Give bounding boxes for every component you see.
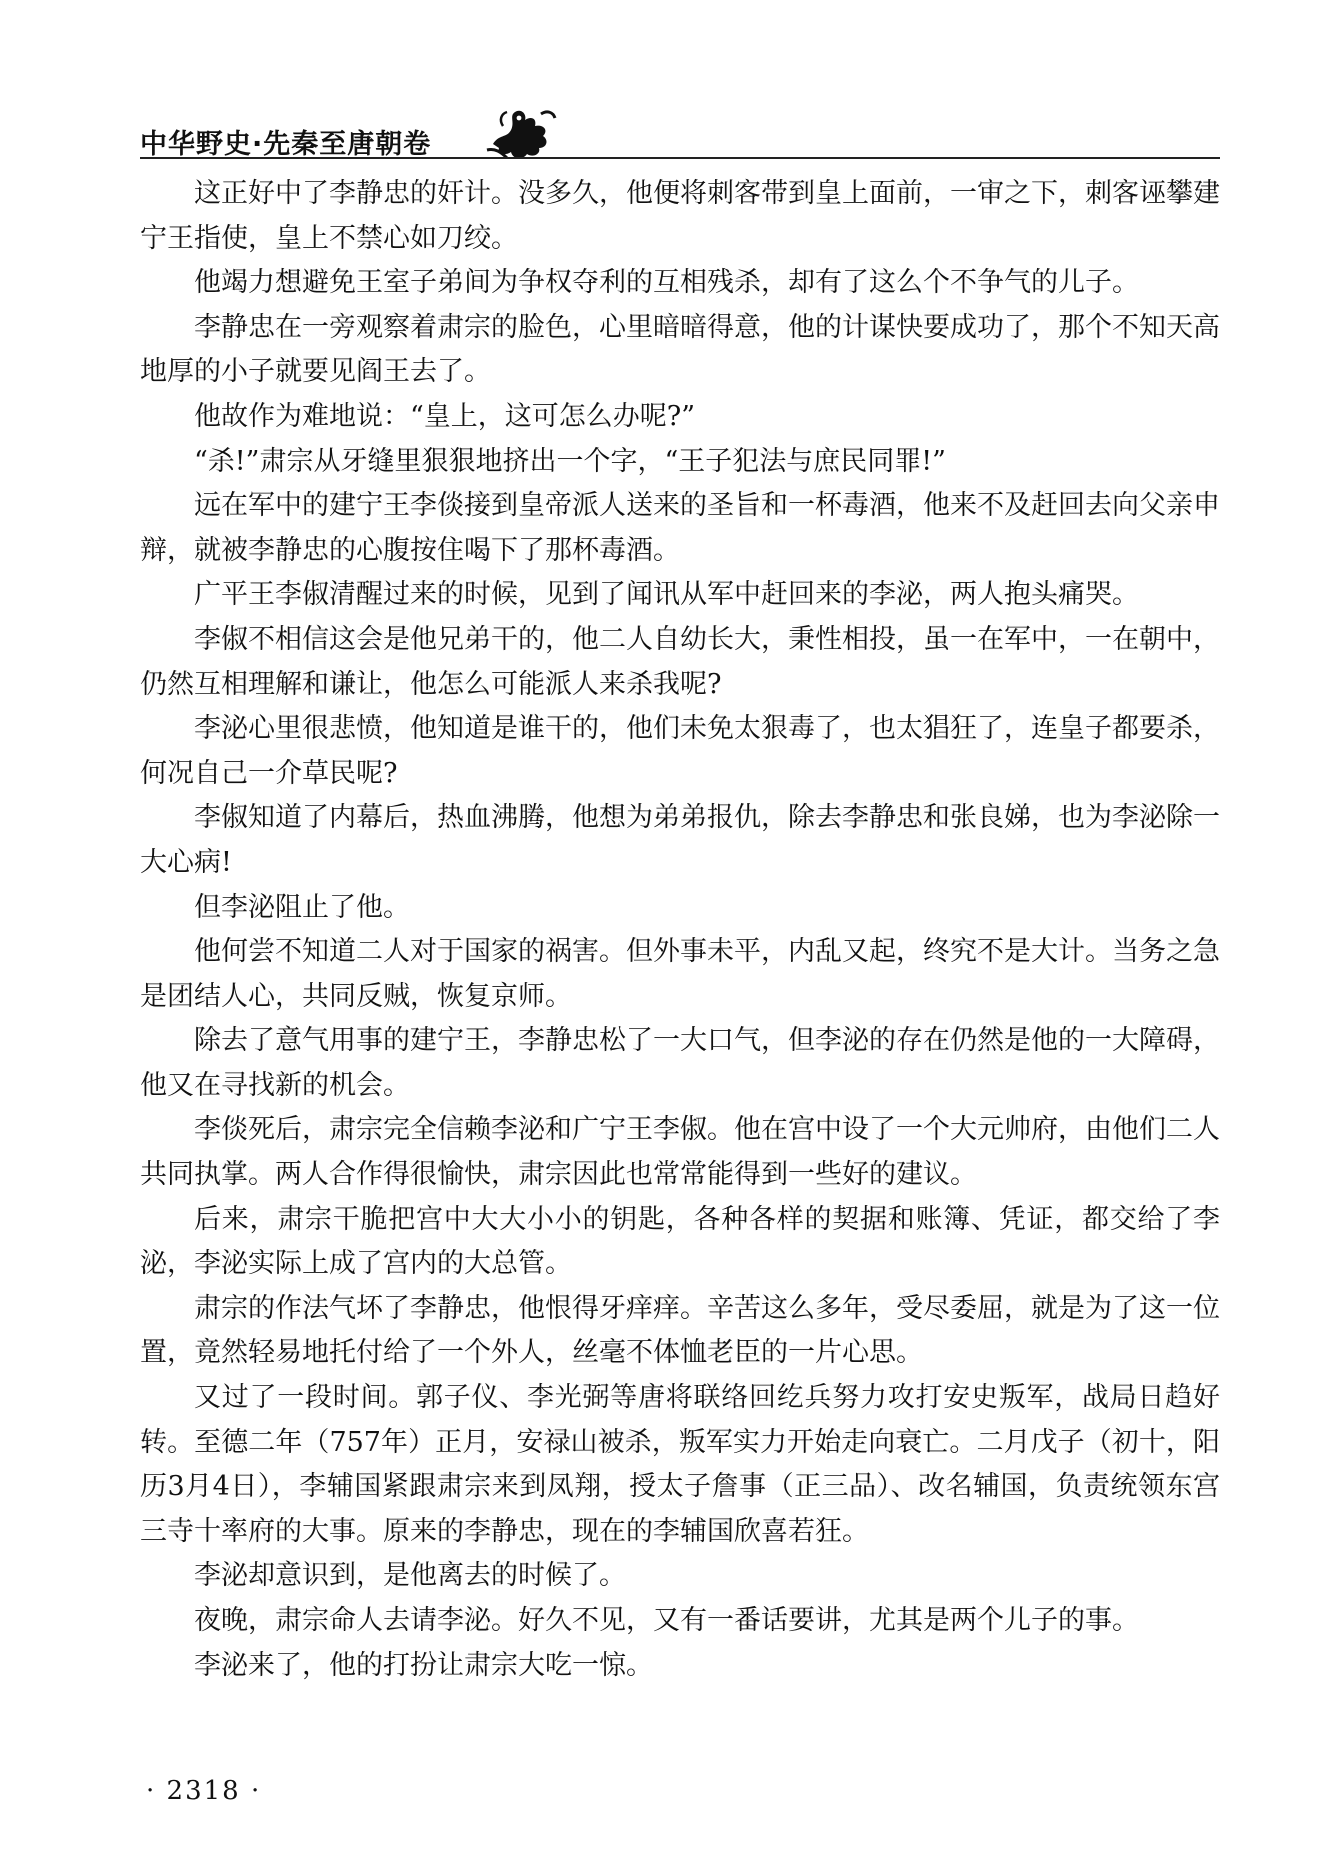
- paragraph: 夜晚，肃宗命人去请李泌。好久不见，又有一番话要讲，尤其是两个儿子的事。: [194, 1605, 1139, 1636]
- paragraph: 他何尝不知道二人对于国家的祸害。但外事未平，内乱又起，终究不是大计。当务之急是团结人心，共同反贼，恢复京师。: [140, 936, 1220, 1012]
- paragraph: 但李泌阻止了他。: [194, 891, 410, 923]
- paragraph: 除去了意气用事的建宁王，李静忠松了一大口气，但李泌的存在仍然是他的一大障碍，他又在寻找新的机会。: [140, 1025, 1220, 1101]
- page-number: · 2318 ·: [146, 1776, 262, 1806]
- paragraph: 他故作为难地说：“皇上，这可怎么办呢?”: [194, 400, 696, 432]
- paragraph: 李俶知道了内幕后，热血沸腾，他想为弟弟报仇，除去李静忠和张良娣，也为李泌除一大心病!: [140, 802, 1220, 878]
- paragraph: 李倓死后，肃宗完全信赖李泌和广宁王李俶。他在宫中设了一个大元帅府，由他们二人共同执掌。两人合作得很愉快，肃宗因此也常常能得到一些好的建议。: [140, 1114, 1220, 1191]
- paragraph: 李静忠在一旁观察着肃宗的脸色，心里暗暗得意，他的计谋快要成功了，那个不知天高地厚的小子就要见阎王去了。: [140, 311, 1220, 388]
- paragraph: 后来，肃宗干脆把宫中大大小小的钥匙，各种各样的契据和账簿、凭证，都交给了李泌，李泌实际上成了宫内的大总管。: [140, 1203, 1220, 1280]
- running-header: [140, 104, 1220, 160]
- dragon-emblem-icon: [485, 104, 557, 162]
- paragraph: 这正好中了李静忠的奸计。没多久，他便将刺客带到皇上面前，一审之下，刺客诬攀建宁王指使，皇上不禁心如刀绞。: [140, 178, 1220, 254]
- paragraph: 广平王李俶清醒过来的时候，见到了闻讯从军中赶回来的李泌，两人抱头痛哭。: [194, 579, 1139, 611]
- paragraph: “杀!”肃宗从牙缝里狠狠地挤出一个字，“王子犯法与庶民同罪!”: [194, 445, 946, 477]
- header-divider: [140, 157, 1220, 159]
- paragraph: 他竭力想避免王室子弟间为争权夺利的互相残杀，却有了这么个不争气的儿子。: [194, 267, 1139, 299]
- paragraph: 远在军中的建宁王李倓接到皇帝派人送来的圣旨和一杯毒酒，他来不及赶回去向父亲申辩，就被李静忠的心腹按住喝下了那杯毒酒。: [140, 490, 1220, 566]
- paragraph: 肃宗的作法气坏了李静忠，他恨得牙痒痒。辛苦这么多年，受尽委屈，就是为了这一位置，竟然轻易地托付给了一个外人，丝毫不体恤老臣的一片心思。: [140, 1292, 1220, 1369]
- paragraph: 李泌却意识到，是他离去的时候了。: [194, 1560, 626, 1592]
- paragraph: 李泌来了，他的打扮让肃宗大吃一惊。: [194, 1649, 653, 1681]
- paragraph: 又过了一段时间。郭子仪、李光弼等唐将联络回纥兵努力攻打安史叛军，战局日趋好转。至德二年（757年）正月，安禄山被杀，叛军实力开始走向衰亡。二月戊子（初十，阳历3月4日），李辅国紧跟肃宗来到凤翔，授太子詹事（正三品）、改名辅国，负责统领东宫三寺十率府的大事。原来的李静忠，现在的李辅国欣喜若狂。: [140, 1382, 1220, 1547]
- main-text: [140, 172, 1220, 1688]
- paragraph: 李俶不相信这会是他兄弟干的，他二人自幼长大，秉性相投，虽一在军中，一在朝中，仍然互相理解和谦让，他怎么可能派人来杀我呢?: [140, 623, 1220, 700]
- book-series-title: 中华野史·先秦至唐朝卷: [140, 129, 432, 160]
- paragraph: 李泌心里很悲愤，他知道是谁干的，他们未免太狠毒了，也太猖狂了，连皇子都要杀，何况自己一介草民呢?: [140, 713, 1220, 789]
